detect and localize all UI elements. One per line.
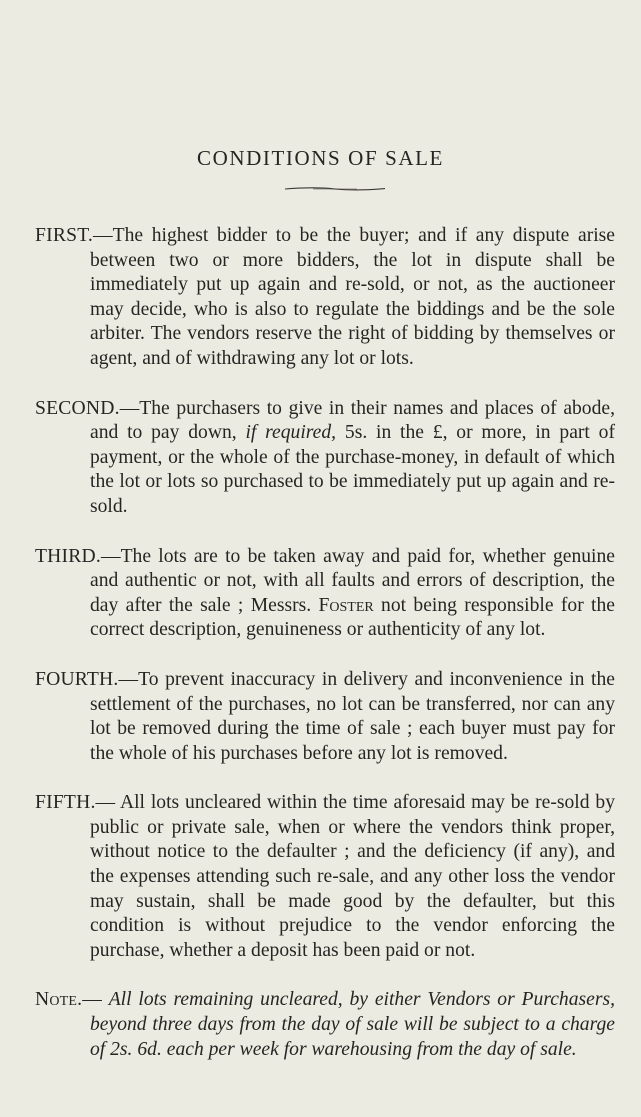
condition-label: FIRST. — [35, 225, 94, 246]
condition-label: SECOND. — [35, 397, 120, 419]
condition-dash: — — [119, 397, 140, 419]
condition-dash: — — [93, 225, 113, 246]
condition-text-italic: if required, — [245, 422, 337, 444]
condition-third — [35, 545, 615, 643]
condition-text: All lots uncleared within the time aforesaid may be re-sold by public or private sale, when or where the vendors think proper, without notice to the defaulter ; and the deficiency (if any), and the expenses attending such re-sale, and any other loss the vendor may sustain, shall be made good by the defaulter, but this condition is without prejudice to the vendor enforcing the purchase, whether a deposit has been paid or not. — [90, 792, 615, 961]
condition-text-part: not being responsible for the correct description, genuineness or authenticity of any lot. — [90, 594, 615, 641]
auctioneer-name: Foster — [318, 594, 374, 616]
condition-first — [35, 224, 615, 372]
condition-text-part: The purchasers to give in their names and places of abode, and to pay down, — [90, 397, 615, 444]
condition-text: The highest bidder to be the buyer; and if any dispute arise between two or more bidders, the lot in dispute shall be immediately put up again and re-sold, or not, as the auctioneer may decide, who is also to regulate the biddings and be the sole arbiter. The vendors reserve the right of bidding by themselves or agent, and of withdrawing any lot or lots. — [90, 225, 615, 369]
condition-text-part: 5s. in the £, or more, in part of payment, or the whole of the purchase-money, in default of which the lot or lots so purchased to be immediately put up again and re-sold. — [90, 422, 615, 517]
condition-dash: — — [95, 792, 120, 814]
condition-text — [90, 398, 615, 517]
page-title: CONDITIONS OF SALE — [197, 146, 444, 170]
condition-text-part: The lots are to be taken away and paid for, whether genuine and authentic or not, with all faults and errors of description, the day after the sale ; Messrs. — [90, 545, 615, 616]
condition-text — [90, 546, 615, 641]
condition-note — [35, 988, 615, 1062]
condition-dash: — — [118, 668, 139, 690]
condition-fifth — [35, 791, 615, 963]
condition-text: To prevent inaccuracy in delivery and inconvenience in the settlement of the purchases, no lot can be transferred, nor can any lot be removed during the time of sale ; each buyer must pay for the whole of his purchases before any lot is removed. — [90, 668, 615, 764]
condition-label: FOURTH. — [35, 668, 119, 690]
condition-fourth — [35, 668, 615, 766]
decorative-rule — [283, 184, 387, 194]
condition-dash: — — [82, 989, 109, 1011]
condition-dash: — — [100, 545, 121, 567]
note-label: Note. — [35, 989, 83, 1011]
condition-second — [35, 397, 615, 520]
condition-label: FIFTH. — [35, 792, 96, 814]
conditions-list — [35, 224, 615, 1087]
condition-label: THIRD. — [35, 545, 101, 567]
note-text: All lots remaining uncleared, by either Vendors or Purchasers, beyond three days from the day of sale will be subject to a charge of 2s. 6d. each per week for warehousing from the day of sale. — [90, 989, 615, 1060]
